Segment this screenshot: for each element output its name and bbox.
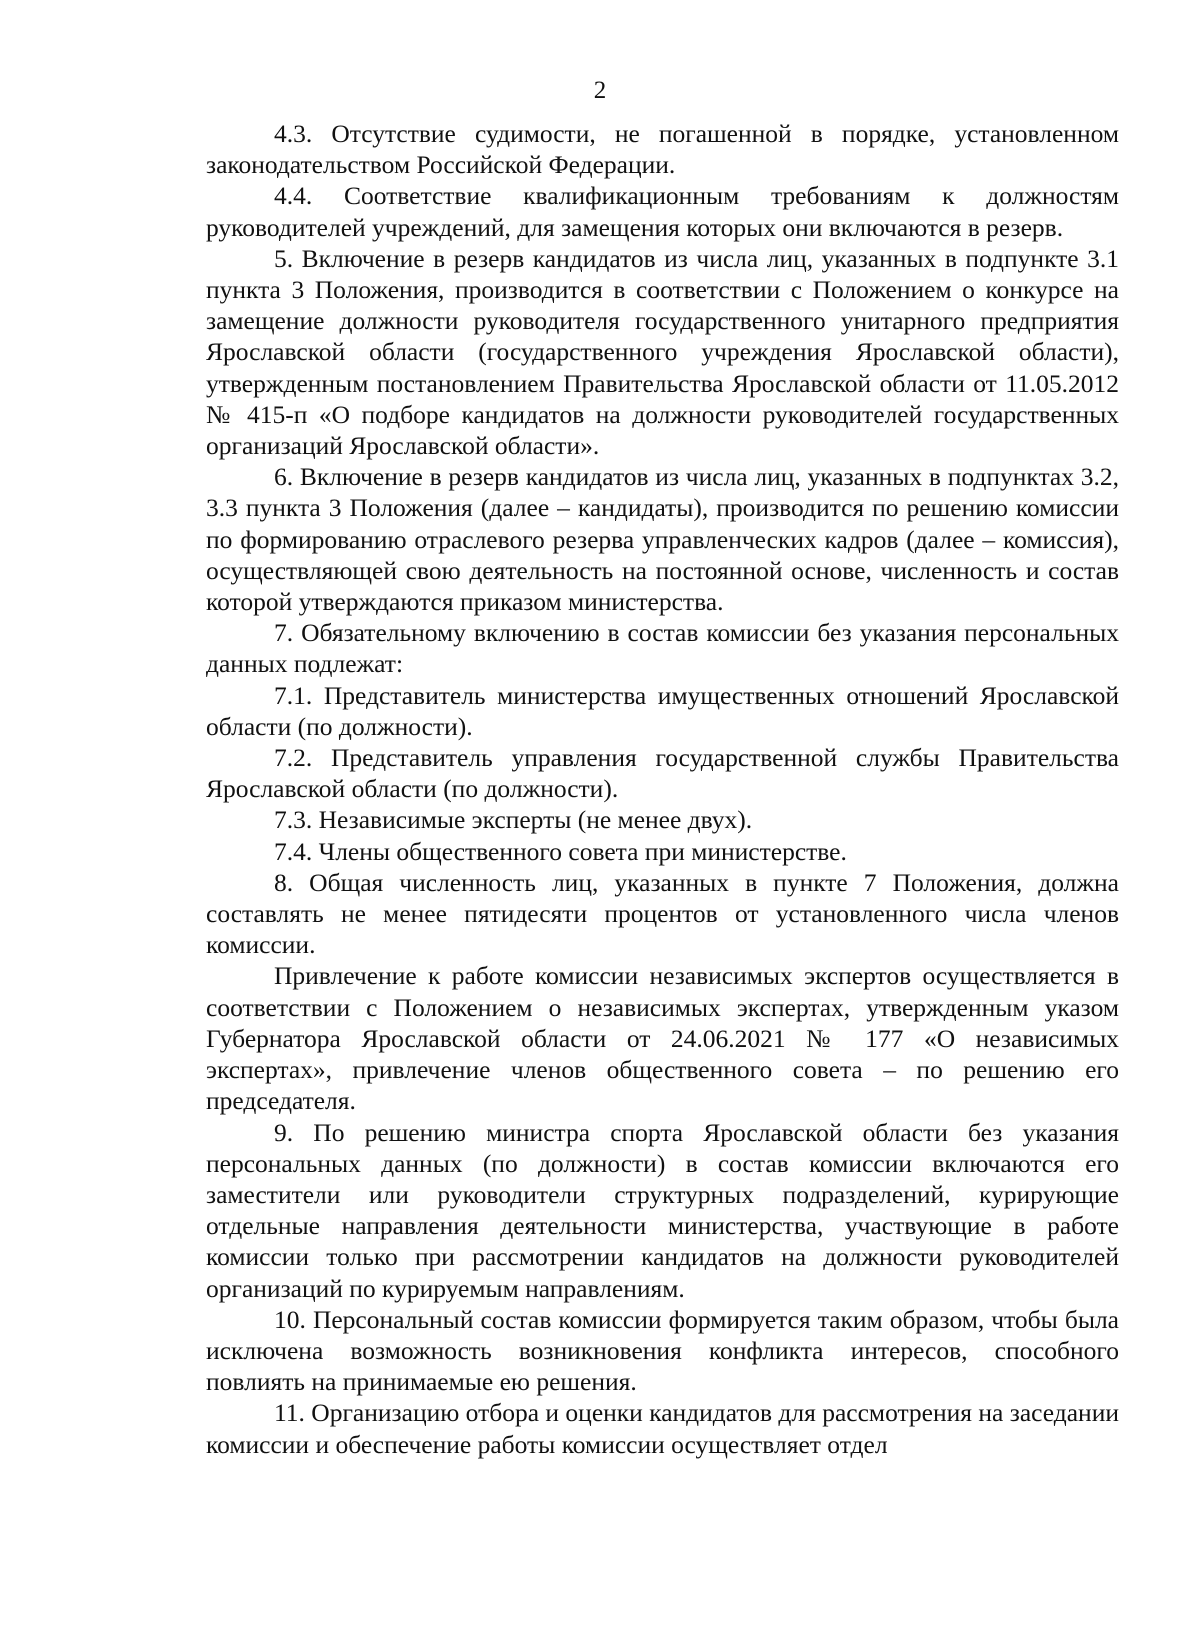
paragraph-7-3: 7.3. Независимые эксперты (не менее двух). <box>274 805 753 835</box>
paragraph-7-4: 7.4. Члены общественного совета при министерстве. <box>274 836 847 866</box>
paragraph-7: 7. Обязательному включению в состав комиссии без указания персональных данных подлежат: <box>206 618 1119 679</box>
paragraph-4-4: 4.4. Соответствие квалификационным требованиям к должностям руководителей учреждений, для замещения которых они включаются в резерв. <box>206 181 1119 242</box>
paragraph-8: 8. Общая численность лиц, указанных в пункте 7 Положения, должна составлять не менее пятидесяти процентов от установленного числа членов комиссии. <box>206 867 1119 960</box>
paragraph-8-experts: Привлечение к работе комиссии независимых экспертов осуществляется в соответствии с Положением о независимых экспертах, утвержденным указом Губернатора Ярославской области от 24.06.2021 № 177 «О независимых экспертах», привлечение членов общественного совета – по решению его председателя. <box>206 961 1119 1116</box>
paragraph-10: 10. Персональный состав комиссии формируется таким образом, чтобы была исключена возможность возникновения конфликта интересов, способного повлиять на принимаемые ею решения. <box>206 1304 1119 1397</box>
document-body <box>206 118 1119 1460</box>
page-number: 2 <box>593 77 607 104</box>
paragraph-7-1: 7.1. Представитель министерства имущественных отношений Ярославской области (по должности). <box>206 680 1119 741</box>
paragraph-4-3: 4.3. Отсутствие судимости, не погашенной в порядке, установленном законодательством Российской Федерации. <box>206 119 1119 180</box>
paragraph-11: 11. Организацию отбора и оценки кандидатов для рассмотрения на заседании комиссии и обеспечение работы комиссии осуществляет отдел <box>206 1398 1119 1459</box>
paragraph-9: 9. По решению министра спорта Ярославской области без указания персональных данных (по должности) в состав комиссии включаются его заместители или руководители структурных подразделений, курирующие отдельные направления деятельности министерства, участвующие в работе комиссии только при рассмотрении кандидатов на должности руководителей организаций по курируемым направлениям. <box>206 1117 1119 1303</box>
paragraph-6: 6. Включение в резерв кандидатов из числа лиц, указанных в подпунктах 3.2, 3.3 пункта 3 Положения (далее – кандидаты), производится по решению комиссии по формированию отраслевого резерва управленческих кадров (далее – комиссия), осуществляющей свою деятельность на постоянной основе, численность и состав которой утверждаются приказом министерства. <box>206 462 1119 617</box>
paragraph-5: 5. Включение в резерв кандидатов из числа лиц, указанных в подпункте 3.1 пункта 3 Положения, производится в соответствии с Положением о конкурсе на замещение должности руководителя государственного унитарного предприятия Ярославской области (государственного учреждения Ярославской области), утвержденным постановлением Правительства Ярославской области от 11.05.2012 № 415-п «О подборе кандидатов на должности руководителей государственных организаций Ярославской области». <box>206 243 1119 461</box>
paragraph-7-2: 7.2. Представитель управления государственной службы Правительства Ярославской области (по должности). <box>206 743 1119 804</box>
